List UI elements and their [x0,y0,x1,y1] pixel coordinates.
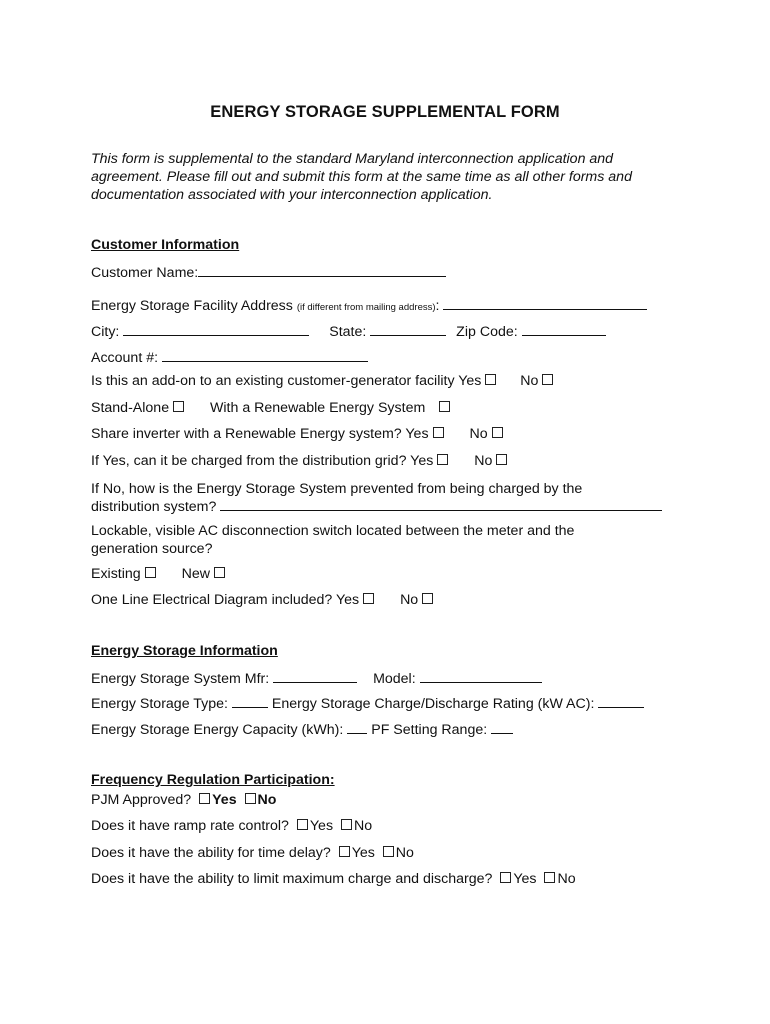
customer-name-field[interactable] [198,263,446,277]
share-no-checkbox[interactable] [492,427,503,438]
grid-charge-row [91,452,509,470]
intro-paragraph [91,150,691,204]
facility-address-row [91,296,647,317]
customer-name-row [91,263,446,282]
addon-no-label: No [520,373,539,389]
zip-code-label: Zip Code: [456,324,518,340]
delay-row [91,844,414,862]
share-yes-checkbox[interactable] [433,427,444,438]
account-label: Account #: [91,350,159,366]
limit-yes-label: Yes [513,871,537,887]
diagram-no-label: No [400,592,419,608]
existing-label: Existing [91,566,141,582]
standalone-label: Stand-Alone [91,400,170,416]
pjm-no-label: No [257,792,277,808]
ramp-row [91,817,372,835]
share-inverter-question: Share inverter with a Renewable Energy system? [91,426,402,442]
switch-line-1: Lockable, visible AC disconnection switch located between the meter and the [91,523,575,539]
addon-yes-checkbox[interactable] [485,374,496,385]
state-field[interactable] [370,322,446,336]
delay-no-checkbox[interactable] [383,846,394,857]
addon-row [91,372,555,390]
intro-line-3: documentation associated with your interconnection application. [91,187,493,203]
storage-info-heading: Energy Storage Information [91,643,278,659]
limit-no-label: No [557,871,576,887]
switch-line-2: generation source? [91,541,213,557]
state-label: State: [329,324,367,340]
zip-code-field[interactable] [522,322,606,336]
city-field[interactable] [123,322,309,336]
addon-no-checkbox[interactable] [542,374,553,385]
facility-address-note: (if different from mailing address) [296,302,436,313]
prevent-charge-line-2 [91,497,662,516]
rating-field[interactable] [598,694,644,708]
mfr-field[interactable] [273,669,357,683]
delay-yes-label: Yes [351,845,375,861]
facility-address-colon: : [435,298,440,314]
storage-type-label: Energy Storage Type: [91,696,228,712]
diagram-yes-label: Yes [336,592,360,608]
form-title: ENERGY STORAGE SUPPLEMENTAL FORM [210,103,560,121]
type-rating-row [91,694,644,713]
pjm-no-checkbox[interactable] [245,793,256,804]
prevent-charge-label: distribution system? [91,499,217,515]
account-field[interactable] [162,348,368,362]
model-field[interactable] [420,669,542,683]
delay-question: Does it have the ability for time delay? [91,845,331,861]
pjm-yes-label: Yes [212,792,237,808]
grid-charge-yes-checkbox[interactable] [437,454,448,465]
prevent-charge-field[interactable] [220,497,662,511]
mfr-label: Energy Storage System Mfr: [91,671,270,687]
ramp-yes-checkbox[interactable] [297,819,308,830]
pf-range-field[interactable] [491,720,513,734]
grid-charge-yes-label: Yes [410,453,434,469]
renewable-checkbox[interactable] [439,401,450,412]
switch-type-row [91,565,227,583]
facility-address-label: Energy Storage Facility Address [91,298,293,314]
renewable-label: With a Renewable Energy System [210,400,426,416]
mfr-model-row [91,669,542,688]
diagram-no-checkbox[interactable] [422,593,433,604]
ramp-no-label: No [354,818,373,834]
pjm-row [91,791,276,809]
delay-no-label: No [395,845,414,861]
ramp-question: Does it have ramp rate control? [91,818,289,834]
existing-checkbox[interactable] [145,567,156,578]
intro-line-1: This form is supplemental to the standard Maryland interconnection application and [91,151,614,167]
diagram-row [91,591,435,609]
new-checkbox[interactable] [214,567,225,578]
share-inverter-row [91,425,505,443]
capacity-label: Energy Storage Energy Capacity (kWh): [91,722,344,738]
prevent-charge-line-1: If No, how is the Energy Storage System prevented from being charged by the [91,481,583,497]
ramp-no-checkbox[interactable] [341,819,352,830]
customer-info-heading: Customer Information [91,237,240,253]
ramp-yes-label: Yes [309,818,334,834]
grid-charge-no-checkbox[interactable] [496,454,507,465]
diagram-yes-checkbox[interactable] [363,593,374,604]
pjm-question: PJM Approved? [91,792,192,808]
standalone-row [91,399,452,417]
share-no-label: No [469,426,488,442]
addon-yes-label: Yes [458,373,482,389]
account-row [91,348,368,367]
new-label: New [181,566,210,582]
limit-yes-checkbox[interactable] [500,872,511,883]
model-label: Model: [373,671,416,687]
city-state-zip-row [91,322,606,341]
pf-range-label: PF Setting Range: [371,722,488,738]
limit-row [91,870,576,888]
intro-line-2: agreement. Please fill out and submit this form at the same time as all other forms and [91,169,632,185]
capacity-pf-row [91,720,513,739]
rating-label: Energy Storage Charge/Discharge Rating (kW AC): [271,696,595,712]
grid-charge-question: If Yes, can it be charged from the distribution grid? [91,453,407,469]
customer-name-label: Customer Name: [91,265,199,281]
facility-address-field[interactable] [443,296,647,310]
limit-question: Does it have the ability to limit maximum charge and discharge? [91,871,493,887]
share-yes-label: Yes [405,426,429,442]
grid-charge-no-label: No [474,453,493,469]
standalone-checkbox[interactable] [173,401,184,412]
diagram-question: One Line Electrical Diagram included? [91,592,333,608]
frequency-heading: Frequency Regulation Participation: [91,772,335,788]
delay-yes-checkbox[interactable] [339,846,350,857]
limit-no-checkbox[interactable] [544,872,555,883]
pjm-yes-checkbox[interactable] [199,793,210,804]
storage-type-field[interactable] [232,694,268,708]
city-label: City: [91,324,120,340]
capacity-field[interactable] [347,720,367,734]
addon-question: Is this an add-on to an existing customer-generator facility [91,373,455,389]
